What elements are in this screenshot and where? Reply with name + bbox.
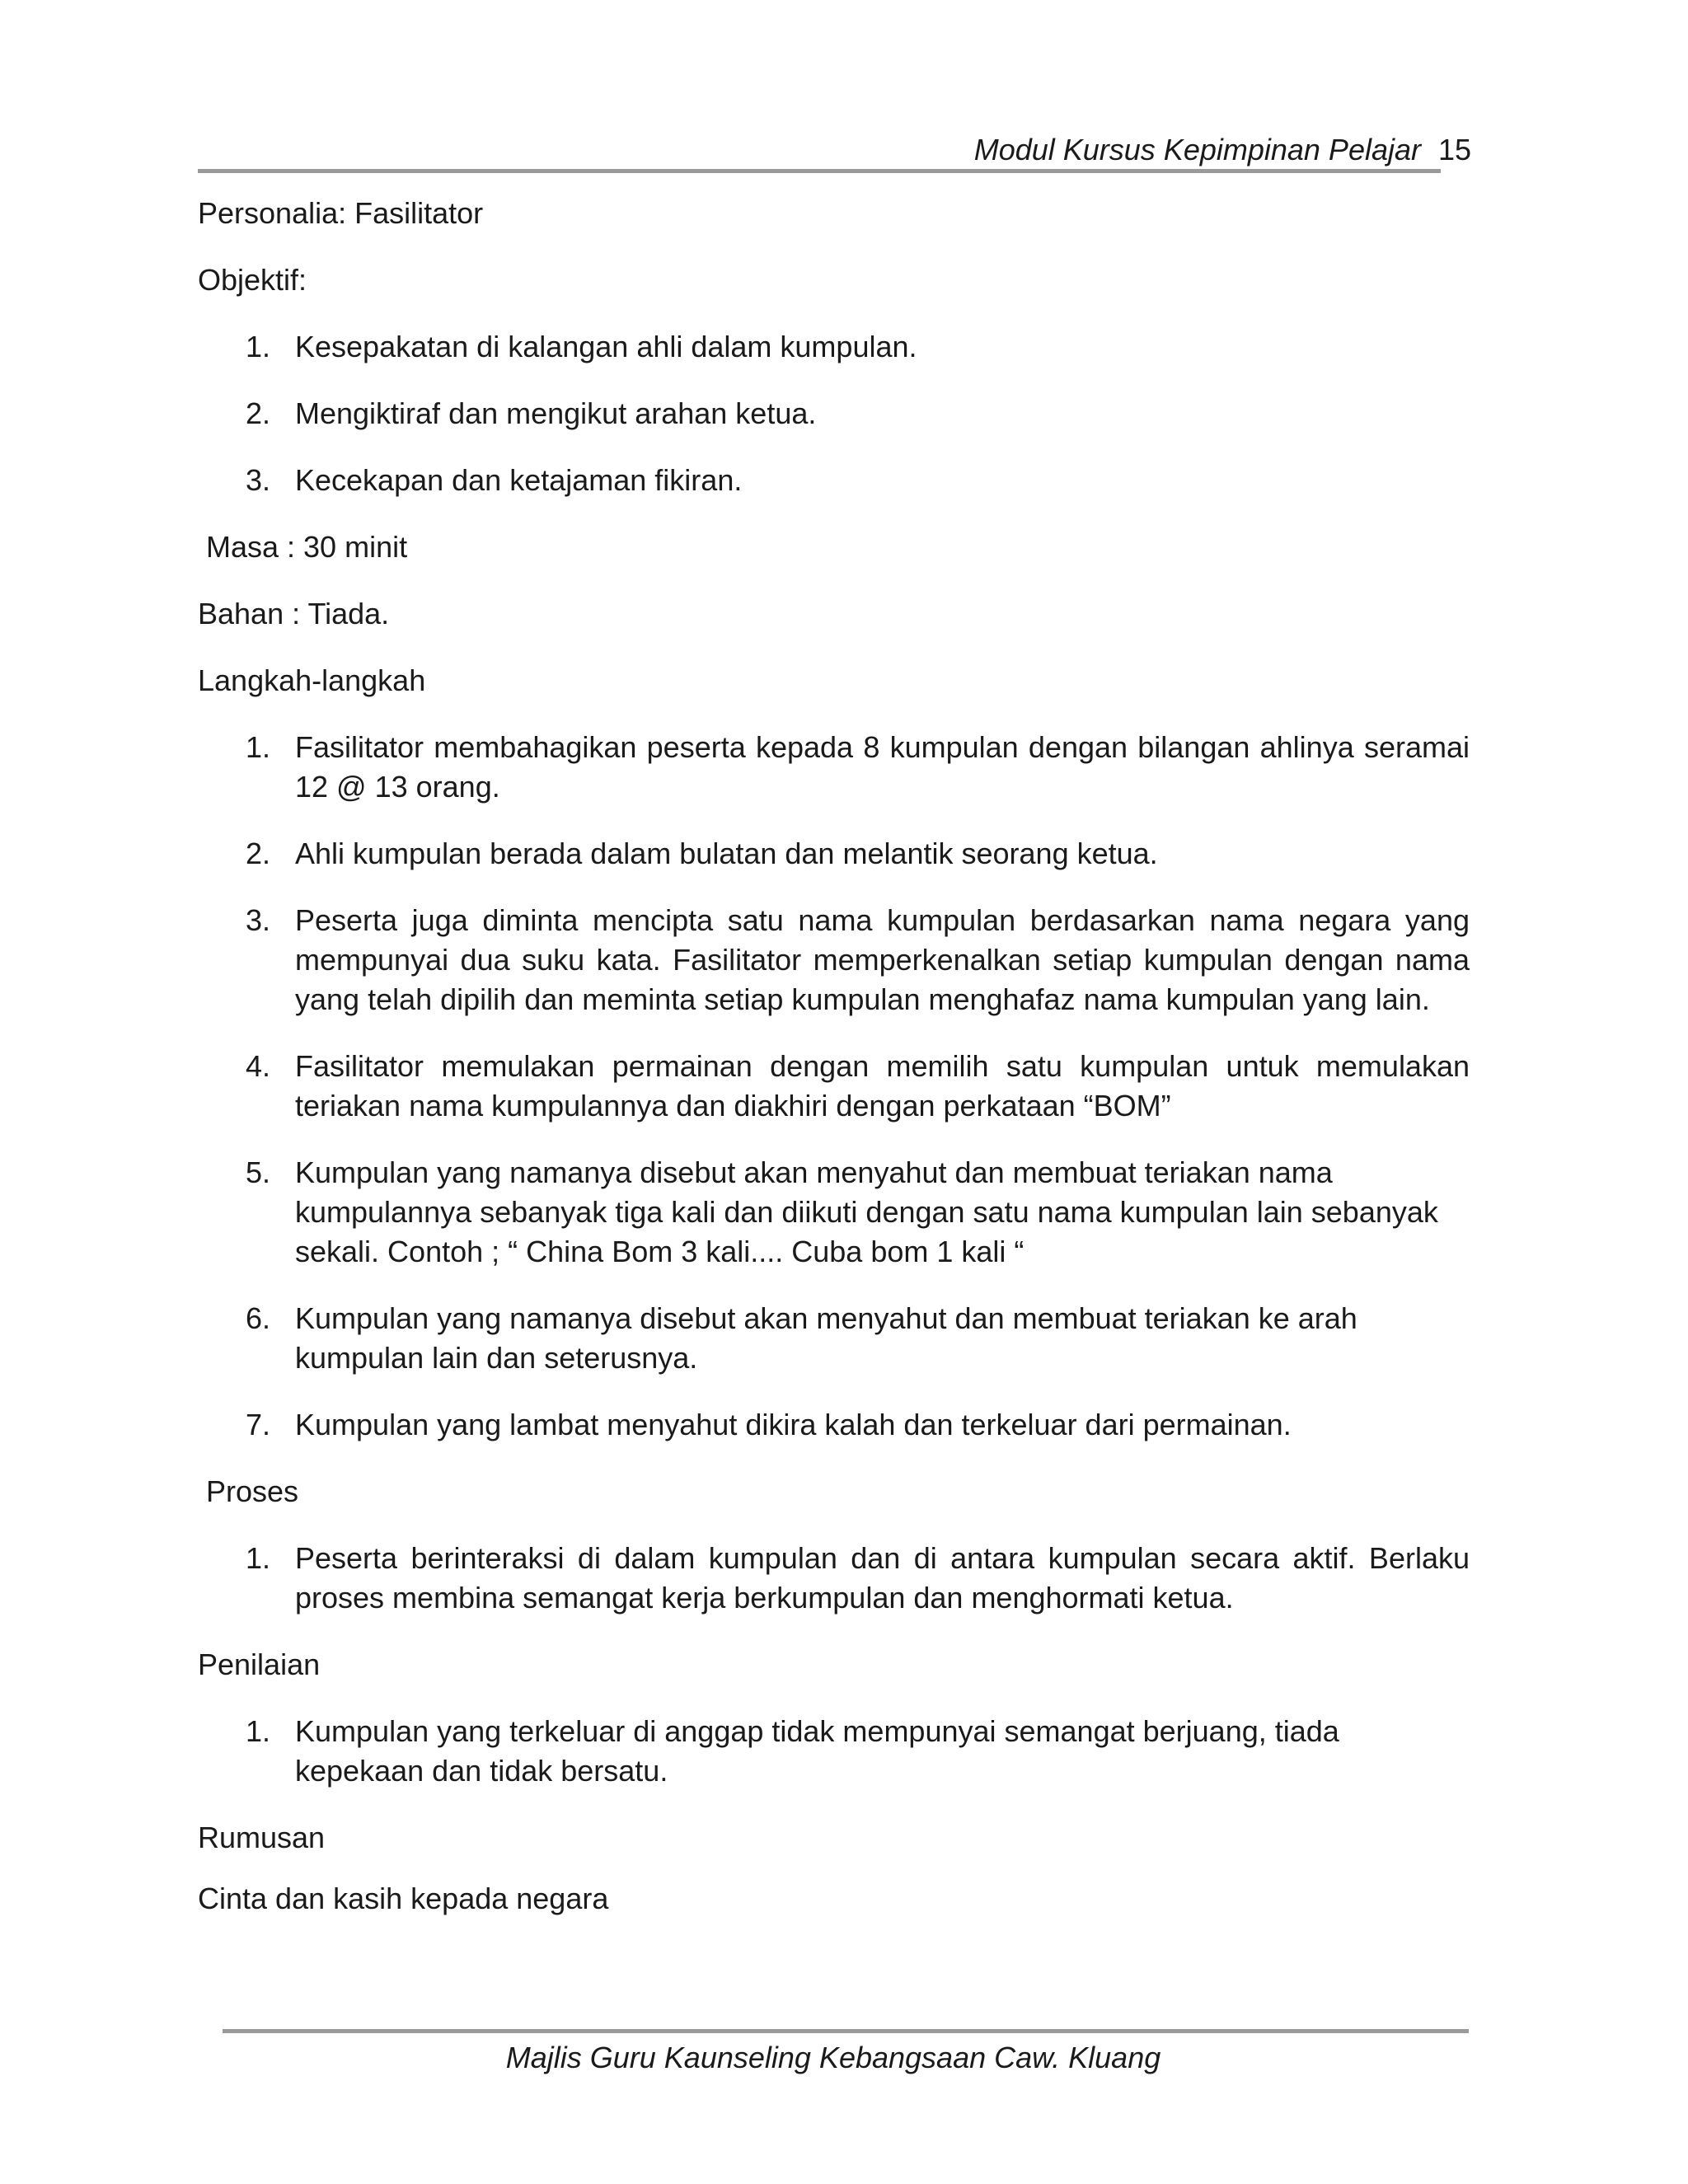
item-text: Kesepakatan di kalangan ahli dalam kumpulan. (295, 330, 917, 363)
item-text: Mengiktiraf dan mengikut arahan ketua. (295, 396, 817, 430)
header-divider (198, 169, 1441, 173)
item-number: 5. (246, 1155, 271, 1189)
masa-line: Masa : 30 minit (206, 530, 408, 564)
item-line: Ahli kumpulan berada dalam bulatan dan melantik seorang ketua. (295, 837, 1158, 870)
proses-heading: Proses (206, 1474, 299, 1508)
personalia-line: Personalia: Fasilitator (198, 196, 484, 230)
item-line: proses membina semangat kerja berkumpulan dan menghormati ketua. (295, 1581, 1234, 1615)
item-line: Fasilitator memulakan permainan dengan memilih satu kumpulan untuk memulakan (295, 1049, 1470, 1083)
penilaian-heading: Penilaian (198, 1647, 321, 1681)
item-line: sekali. Contoh ; “ China Bom 3 kali.... Cuba bom 1 kali “ (295, 1235, 1025, 1268)
item-line: mempunyai dua suku kata. Fasilitator memperkenalkan setiap kumpulan dengan nama (295, 943, 1470, 977)
rumusan-heading: Rumusan (198, 1821, 326, 1854)
item-line: Fasilitator membahagikan peserta kepada 8 kumpulan dengan bilangan ahlinya seramai (295, 730, 1470, 764)
item-number: 1. (246, 330, 271, 363)
item-line: Peserta berinteraksi di dalam kumpulan dan di antara kumpulan secara aktif. Berlaku (295, 1541, 1470, 1575)
item-line: kumpulan lain dan seterusnya. (295, 1341, 698, 1375)
item-line: Kumpulan yang namanya disebut akan menyahut dan membuat teriakan ke arah (295, 1301, 1357, 1335)
item-number: 2. (246, 837, 271, 870)
item-number: 3. (246, 463, 271, 497)
footer-divider (223, 2029, 1469, 2033)
rumusan-text: Cinta dan kasih kepada negara (198, 1882, 609, 1915)
item-number: 4. (246, 1049, 271, 1083)
item-text: Kecekapan dan ketajaman fikiran. (295, 463, 743, 497)
item-line: kumpulannya sebanyak tiga kali dan diikuti dengan satu nama kumpulan lain sebanyak (295, 1195, 1438, 1229)
item-line: Peserta juga diminta mencipta satu nama kumpulan berdasarkan nama negara yang (295, 903, 1470, 937)
bahan-line: Bahan : Tiada. (198, 597, 390, 630)
item-number: 3. (246, 903, 271, 937)
item-line: teriakan nama kumpulannya dan diakhiri dengan perkataan “BOM” (295, 1089, 1171, 1122)
item-line: kepekaan dan tidak bersatu. (295, 1754, 668, 1788)
item-line: Kumpulan yang terkeluar di anggap tidak mempunyai semangat berjuang, tiada (295, 1714, 1339, 1748)
footer-text: Majlis Guru Kaunseling Kebangsaan Caw. Kluang (505, 2041, 1161, 2074)
item-number: 1. (246, 1541, 271, 1575)
objektif-heading: Objektif: (198, 263, 307, 297)
item-line: yang telah dipilih dan meminta setiap kumpulan menghafaz nama kumpulan yang lain. (295, 982, 1430, 1016)
item-number: 6. (246, 1301, 271, 1335)
page-number: 15 (1438, 133, 1472, 166)
header-title: Modul Kursus Kepimpinan Pelajar (973, 133, 1421, 166)
item-number: 1. (246, 730, 271, 764)
langkah-heading: Langkah-langkah (198, 663, 426, 697)
item-line: Kumpulan yang lambat menyahut dikira kalah dan terkeluar dari permainan. (295, 1408, 1292, 1441)
item-number: 1. (246, 1714, 271, 1748)
item-line: Kumpulan yang namanya disebut akan menyahut dan membuat teriakan nama (295, 1155, 1333, 1189)
item-number: 7. (246, 1408, 271, 1441)
item-line: 12 @ 13 orang. (295, 770, 500, 804)
item-number: 2. (246, 396, 271, 430)
